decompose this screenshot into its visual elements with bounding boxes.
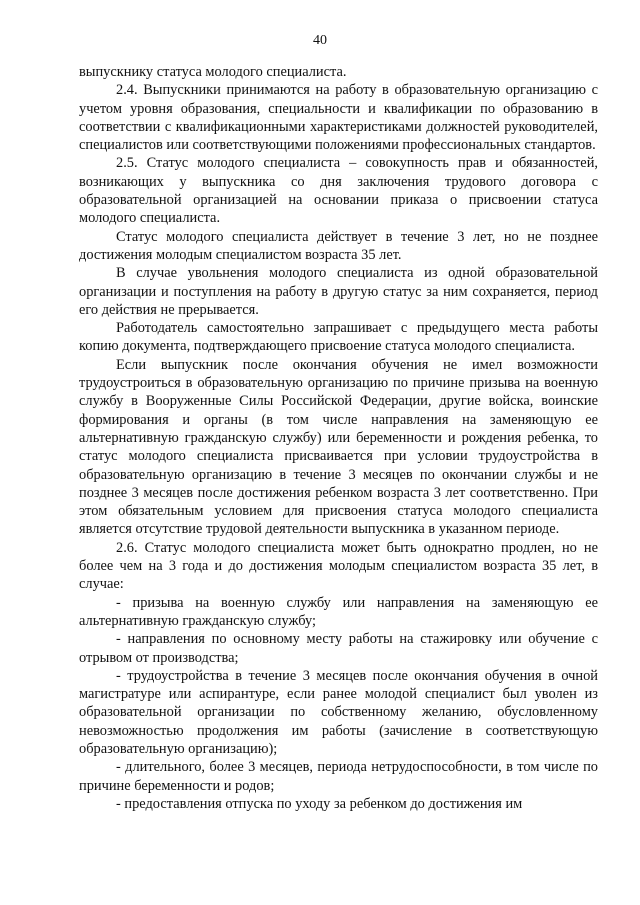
paragraph-military-maternity: Если выпускник после окончания обучения не имел возможности трудоустроиться в образовательную организацию по причине призыва на военную службу в Вооруженные Силы Российской Федерации, другие войска, воинские формирования и органы (в том числе направления на заменяющую ее альтернативную гражданскую службу) или беременности и рождения ребенка, то статус молодого специалиста присваивается при условии трудоустройства в образовательную организацию в течение 3 месяцев по окончании службы и не позднее 3 месяцев после достижения ребенком возраста 3 лет соответственно. При этом обязательным условием для присвоения статуса молодого специалиста является отсутствие трудовой деятельности выпускника в указанном периоде. [79,356,598,538]
list-item: - направления по основному месту работы на стажировку или обучение с отрывом от производства; [79,631,598,666]
page-number: 40 [313,33,327,48]
paragraph-status-duration: Статус молодого специалиста действует в течение 3 лет, но не позднее достижения молодым специалистом возраста 35 лет. [79,228,598,263]
paragraph-continuation: выпускнику статуса молодого специалиста. [79,64,347,80]
list-item: - трудоустройства в течение 3 месяцев после окончания обучения в очной магистратуре или аспирантуре, если ранее молодой специалист был уволен из образовательной организации по собственному желанию, обусловленному невозможностью продолжения им работы (зачисление в соответствующую образовательную организацию); [79,667,598,757]
clause-2-6: 2.6. Статус молодого специалиста может быть однократно продлен, но не более чем на 3 года и до достижения молодым специалистом возраста 35 лет, в случае: [79,539,598,593]
paragraph-dismissal: В случае увольнения молодого специалиста из одной образовательной организации и поступления на работу в другую статус за ним сохраняется, период его действия не прерывается. [79,265,598,318]
clause-2-5: 2.5. Статус молодого специалиста – совокупность прав и обязанностей, возникающих у выпускника со дня заключения трудового договора с образовательной организацией на основании приказа о присвоении статуса молодого специалиста. [79,155,598,227]
paragraph-employer-request: Работодатель самостоятельно запрашивает с предыдущего места работы копию документа, подтверждающего присвоение статуса молодого специалиста. [79,320,598,355]
list-item: - длительного, более 3 месяцев, периода нетрудоспособности, в том числе по причине беременности и родов; [79,759,598,794]
list-item: - призыва на военную службу или направления на заменяющую ее альтернативную гражданскую службу; [79,594,598,629]
clause-2-4: 2.4. Выпускники принимаются на работу в образовательную организацию с учетом уровня образования, специальности и квалификации по образованию в соответствии с квалификационными характеристиками должностей руководителей, специалистов или соответствующими положениями профессиональных стандартов. [79,82,598,154]
list-item: - предоставления отпуска по уходу за ребенком до достижения им [116,795,523,812]
document-body [79,63,598,813]
